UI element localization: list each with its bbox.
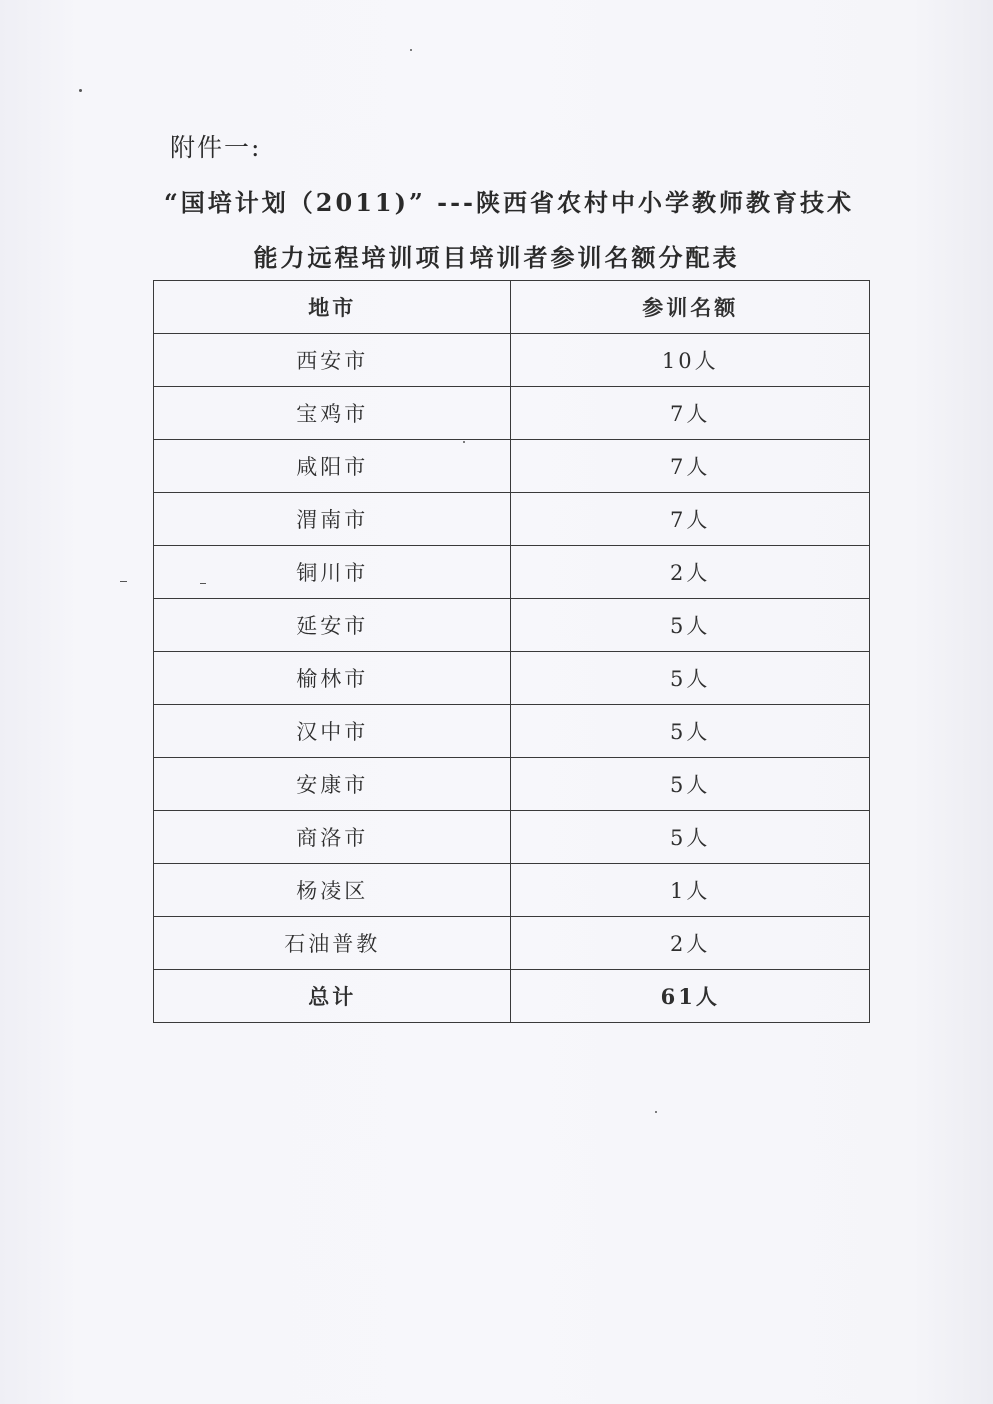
scan-speck [410, 49, 412, 51]
cell-city: 西安市 [154, 334, 511, 387]
cell-city: 石油普教 [154, 917, 511, 970]
table-row [154, 811, 870, 864]
cell-city: 榆林市 [154, 652, 511, 705]
cell-quota: 10人 [511, 334, 870, 387]
table-row [154, 758, 870, 811]
cell-quota: 1人 [511, 864, 870, 917]
scan-speck [79, 89, 82, 92]
table-row [154, 599, 870, 652]
cell-quota: 5人 [511, 758, 870, 811]
cell-quota: 7人 [511, 387, 870, 440]
table-row [154, 546, 870, 599]
document-title-line-2: 能力远程培训项目培训者参训名额分配表 [253, 243, 740, 272]
cell-total-quota: 61人 [511, 970, 870, 1023]
table-row [154, 652, 870, 705]
cell-quota: 7人 [511, 440, 870, 493]
quota-allocation-table [153, 280, 870, 1023]
scan-speck [120, 581, 127, 582]
cell-quota: 2人 [511, 546, 870, 599]
table-row [154, 387, 870, 440]
cell-city: 延安市 [154, 599, 511, 652]
table-row [154, 440, 870, 493]
document-title-line-1: “国培计划（2011)” ---陕西省农村中小学教师教育技术 [164, 188, 854, 217]
cell-city: 咸阳市 [154, 440, 511, 493]
table-row [154, 334, 870, 387]
scan-speck [655, 1111, 657, 1113]
cell-quota: 5人 [511, 599, 870, 652]
table-total-row [154, 970, 870, 1023]
table-row [154, 705, 870, 758]
cell-quota: 7人 [511, 493, 870, 546]
header-quota: 参训名额 [511, 281, 870, 334]
cell-quota: 5人 [511, 705, 870, 758]
cell-city: 安康市 [154, 758, 511, 811]
cell-quota: 5人 [511, 652, 870, 705]
table-row [154, 917, 870, 970]
cell-total-label: 总计 [154, 970, 511, 1023]
cell-city: 铜川市 [154, 546, 511, 599]
cell-quota: 5人 [511, 811, 870, 864]
table-header-row [154, 281, 870, 334]
cell-quota: 2人 [511, 917, 870, 970]
table-row [154, 493, 870, 546]
cell-city: 渭南市 [154, 493, 511, 546]
cell-city: 汉中市 [154, 705, 511, 758]
cell-city: 商洛市 [154, 811, 511, 864]
header-city: 地市 [154, 281, 511, 334]
attachment-label: 附件一: [170, 133, 262, 162]
table-row [154, 864, 870, 917]
cell-city: 杨凌区 [154, 864, 511, 917]
cell-city: 宝鸡市 [154, 387, 511, 440]
